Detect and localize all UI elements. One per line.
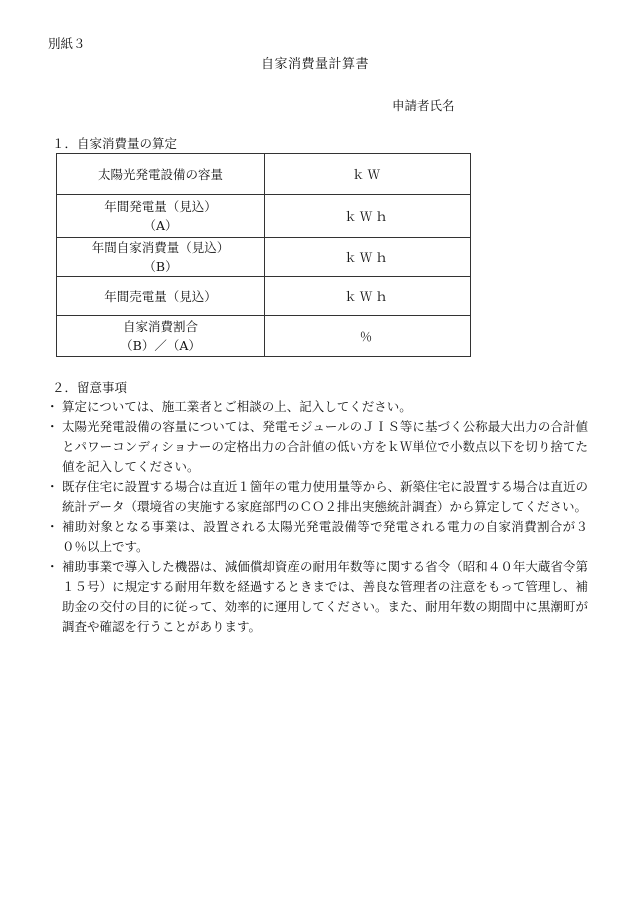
- row-label-subline: （B）: [143, 259, 178, 274]
- row-label-self-consumption: [57, 238, 265, 277]
- row-label-subline: （A）: [143, 218, 178, 233]
- row-label-annual-sales: [57, 277, 265, 316]
- list-item: ・ 補助事業で導入した機器は、減価償却資産の耐用年数等に関する省令（昭和４０年大蔵省令第１５号）に規定する耐用年数を経過するときまでは、善良な管理者の注意をもって管理し、補助金の交付の目的に従って、効率的に運用してください。また、耐用年数の期間中に黒潮町が調査や確認を行うことがあります。: [48, 557, 588, 637]
- attachment-label: 別紙３: [48, 36, 86, 51]
- value-cell-annual-sales[interactable]: [265, 277, 471, 316]
- row-label-self-consumption-ratio: [57, 316, 265, 357]
- table-row: [57, 154, 471, 195]
- table-row: [57, 195, 471, 238]
- row-label-line: 年間自家消費量（見込）: [91, 240, 230, 255]
- row-label-line: 年間売電量（見込）: [104, 288, 217, 304]
- unit-label: ｋＷｈ: [344, 249, 391, 265]
- list-item: ・ 太陽光発電設備の容量については、発電モジュールのＪＩＳ等に基づく公称最大出力の合計値とパワーコンディショナーの定格出力の合計値の低い方をｋＷ単位で小数点以下を切り捨てた値を記入してください。: [48, 417, 588, 477]
- value-cell-capacity[interactable]: [265, 154, 471, 195]
- unit-label: ｋＷｈ: [344, 288, 391, 304]
- unit-label: ｋＷｈ: [344, 208, 391, 224]
- table-row: [57, 238, 471, 277]
- row-label-line: 自家消費割合: [122, 319, 198, 334]
- row-label-annual-generation: [57, 195, 265, 238]
- table-row: [57, 316, 471, 357]
- applicant-name-label: 申請者氏名: [392, 98, 455, 113]
- unit-label: ％: [359, 328, 376, 344]
- row-label-subline: （B）／（A）: [120, 338, 201, 353]
- page-title: 自家消費量計算書: [260, 57, 369, 72]
- section-heading-calculation: １．自家消費量の算定: [52, 136, 178, 151]
- value-cell-self-consumption[interactable]: [265, 238, 471, 277]
- notes-list: [48, 397, 588, 637]
- row-label-line: 太陽光発電設備の容量: [97, 166, 223, 182]
- list-item: ・ 算定については、施工業者とご相談の上、記入してください。: [48, 397, 588, 417]
- table-row: [57, 277, 471, 316]
- unit-label: ｋＷ: [351, 166, 383, 182]
- calculation-table: [56, 153, 471, 357]
- value-cell-self-consumption-ratio[interactable]: [265, 316, 471, 357]
- row-label-line: 年間発電量（見込）: [104, 199, 217, 214]
- row-label-capacity: [57, 154, 265, 195]
- section-heading-notes: ２．留意事項: [52, 380, 128, 395]
- list-item: ・ 補助対象となる事業は、設置される太陽光発電設備等で発電される電力の自家消費割合が３０％以上です。: [48, 517, 588, 557]
- list-item: ・ 既存住宅に設置する場合は直近１箇年の電力使用量等から、新築住宅に設置する場合は直近の統計データ（環境省の実施する家庭部門のＣＯ２排出実態統計調査）から算定してください。: [48, 477, 588, 517]
- value-cell-annual-generation[interactable]: [265, 195, 471, 238]
